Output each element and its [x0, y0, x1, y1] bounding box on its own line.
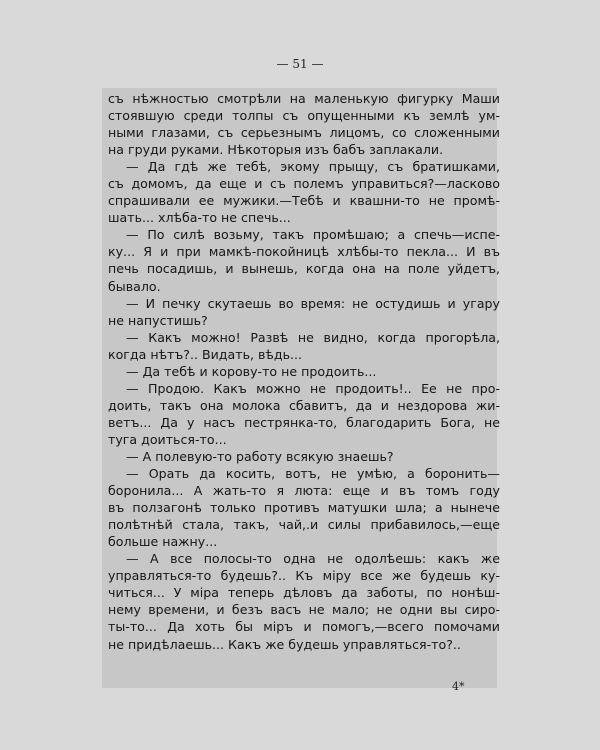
text-line: съ домомъ, да еще и съ полемъ управиться?—ласково: [108, 176, 500, 192]
text-line: доить, такъ она молока сбавитъ, да и нездорова жи-: [108, 397, 500, 413]
text-line: — По силѣ возьму, такъ промѣшаю; а спечь—испе-: [126, 227, 500, 243]
text-line: боронила... А жать-то я люта: еще и въ томъ году: [108, 483, 500, 499]
text-line: полѣтнѣй стала, такъ, чай,.и силы прибавилось,—еще: [108, 517, 500, 533]
text-line: съ нѣжностью смотрѣли на маленькую фигурку Маши: [108, 91, 500, 106]
text-line: — А все полосы-то одна не одолѣешь: какъ же: [126, 551, 500, 567]
text-line: ты-то... Да хоть бы міръ и помогъ,—всего помочами: [108, 619, 500, 635]
text-line: ветъ... Да у насъ пестрянка-то, благодарить Бога, не: [108, 414, 500, 430]
body-text: [108, 90, 500, 653]
text-line: на груди руками. Нѣкоторыя изъ бабъ заплакали.: [108, 142, 444, 158]
text-line: больше нажну...: [108, 534, 218, 550]
text-line: шать... хлѣба-то не спечь...: [108, 210, 291, 226]
text-line: бывало.: [108, 278, 161, 294]
text-line: — А полевую-то работу всякую знаешь?: [126, 448, 394, 464]
text-line: въ ползагонѣ только противъ матушки шла; а нынече: [108, 500, 500, 516]
text-line: ку... Я и при мамкѣ-покойницѣ хлѣбы-то пекла... И въ: [108, 244, 500, 260]
text-line: стоявшую среди толпы съ опущенными къ землѣ ум-: [108, 108, 500, 124]
signature-mark: 4*: [452, 680, 465, 693]
text-line: не напустишь?: [108, 312, 208, 328]
text-line: читься... У міра теперь дѣловъ да заботы, по нонѣш-: [108, 585, 500, 601]
text-line: ными глазами, съ серьезнымъ лицомъ, со сложенными: [108, 125, 500, 141]
page-number: — 51 —: [276, 57, 324, 71]
text-line: спрашивали ее мужики.—Тебѣ и квашни-то не промѣ-: [108, 193, 500, 209]
text-line: нему времени, и безъ васъ не мало; не одни вы сиро-: [108, 602, 500, 618]
text-line: — Орать да косить, вотъ, не умѣю, а боронить—: [126, 466, 500, 482]
text-line: — Продою. Какъ можно не продоить!.. Ее не про-: [126, 380, 500, 396]
text-line: — Да гдѣ же тебѣ, экому прыщу, съ братишками,: [126, 159, 500, 175]
text-line: туга доиться-то...: [108, 431, 227, 447]
text-line: — Да тебѣ и корову-то не продоить...: [126, 363, 377, 379]
text-line: не придѣлаешь... Какъ же будешь управляться-то?..: [108, 636, 461, 652]
text-line: — И печку скутаешь во время: не остудишь и угару: [126, 295, 500, 311]
text-line: управляться-то будешь?.. Къ міру все же будешь ку-: [108, 568, 500, 584]
text-line: — Какъ можно! Развѣ не видно, когда прогорѣла,: [126, 329, 500, 345]
text-line: печь посадишь, и вынешь, когда она на поле уйдетъ,: [108, 261, 500, 277]
text-line: когда нѣтъ?.. Видать, вѣдь...: [108, 346, 303, 362]
